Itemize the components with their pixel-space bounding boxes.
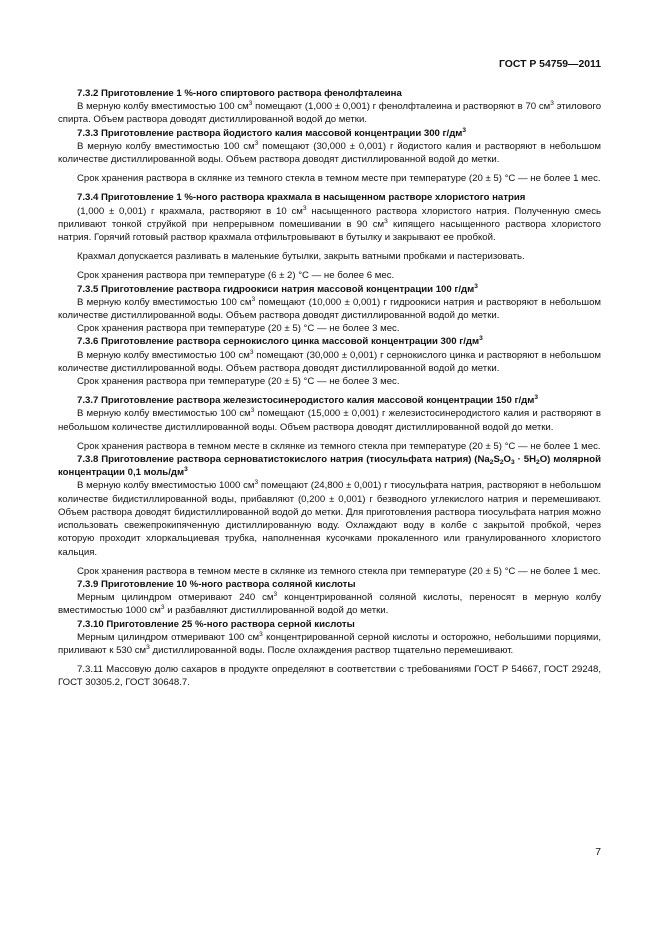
section-7-3-8-heading: 7.3.8 Приготовление раствора серноватистокислого натрия (тиосульфата натрия) $(Na_2S_2O_3 \cdot 5H_2O)$ молярной концентрации 0,1 моль/$дм^3$ [58,454,601,479]
section-7-3-5-heading: 7.3.5 Приготовление раствора гидроокиси натрия массовой концентрации 100 $г/дм^3$ [77,282,478,295]
document-body [58,87,601,690]
section-7-3-4-starch-note: Крахмал допускается разливать в маленькие бутылки, закрыть ватными пробками и пастеризовать. [77,251,525,263]
section-7-3-6-storage: Срок хранения раствора при температуре (20 ± 5) °С — не более 3 мес. [77,376,400,388]
section-7-3-5-storage: Срок хранения раствора при температуре (20 ± 5) °С — не более 3 мес. [77,323,400,335]
page-number: 7 [595,847,601,858]
section-7-3-3-storage: Срок хранения раствора в склянке из темного стекла в темном месте при температуре (20 ± 5) °С — не более 1 мес. [77,173,601,185]
section-7-3-5-paragraph: В мерную колбу вместимостью 100 $см^3$ помещают (10,000 ± 0,001) г гидроокиси натрия и растворяют в небольшом количестве дистиллированной воды. Объем раствора доводят дистиллированной водой до метки. [58,295,602,322]
section-7-3-2-paragraph: В мерную колбу вместимостью 100 $см^3$ помещают (1,000 ± 0,001) г фенолфталеина и растворяют в 70 $см^3$ этилового спирта. Объем раствора доводят дистиллированной водой до метки. [58,100,602,126]
document-header-standard-number: ГОСТ Р 54759—2011 [499,59,601,70]
section-7-3-4-paragraph: (1,000 ± 0,001) г крахмала, растворяют в 10 $см^3$ насыщенного раствора хлористого натрия. Полученную смесь приливают тонкой струйкой при непрерывном помешивании в 90 $см^3$ кипящего насыщенного раствора хлористого натрия. Горячий готовый раствор крахмала отфильтровывают в бутылку и закрывают ее пробкой. [58,204,601,244]
section-7-3-7-heading: 7.3.7 Приготовление раствора железистосинеродистого калия массовой концентрации 150 $г/дм^3$ [77,394,539,407]
section-7-3-4-storage: Срок хранения раствора при температуре (6 ± 2) °С — не более 6 мес. [77,270,395,282]
section-7-3-10-paragraph: Мерным цилиндром отмеривают 100 $см^3$ концентрированной серной кислоты и осторожно, небольшими порциями, приливают к 530 $см^3$ дистиллированной воды. После охлаждения раствор тщательно перемешивают. [58,630,601,656]
section-7-3-7-paragraph: В мерную колбу вместимостью 100 $см^3$ помещают (15,000 ± 0,001) г железистосинеродистого калия и растворяют в небольшом количестве дистиллированной воды. Объем раствора доводят дистиллированной водой до метки. [58,407,602,433]
section-7-3-6-paragraph: В мерную колбу вместимостью 100 $см^3$ помещают (30,000 ± 0,001) г сернокислого цинка и растворяют в небольшом количестве дистиллированной воды. Объем раствора доводят дистиллированной водой до метки. [58,348,601,374]
section-7-3-8-storage: Срок хранения раствора в темном месте в склянке из темного стекла при температуре (20 ± 5) °С — не более 1 мес. [77,565,601,577]
section-7-3-4-heading: 7.3.4 Приготовление 1 %-ного раствора крахмала в насыщенном растворе хлористого натрия [77,192,526,204]
section-7-3-9-heading: 7.3.9 Приготовление 10 %-ного раствора соляной кислоты [77,578,356,590]
section-7-3-8-paragraph: В мерную колбу вместимостью 1000 $см^3$ помещают (24,800 ± 0,001) г тиосульфата натрия, растворяют в небольшом количестве бидистиллированной воды, прибавляют (0,200 ± 0,001) г безводного углекислого натрия и перемешивают. Объем раствора доводят бидистиллированной водой до метки. Для приготовления раствора тиосульфата натрия можно использовать свежепрокипяченную дистиллированную воду. Охлаждают воду в колбе с закрытой пробкой, через которую проходит хлоркальциевая трубка, наполненная кусочками прокаленного или гранулированного хлористого кальция. [58,479,601,558]
section-7-3-3-paragraph: В мерную колбу вместимостью 100 $см^3$ помещают (30,000 ± 0,001) г йодистого калия и растворяют в небольшом количестве дистиллированной воды. Объем раствора доводят дистиллированной водой до метки. [58,139,602,166]
section-7-3-9-paragraph: Мерным цилиндром отмеривают 240 $см^3$ концентрированной соляной кислоты, переносят в мерную колбу вместимостью 1000 $см^3$ и разбавляют дистиллированной водой до метки. [58,591,601,617]
section-7-3-2-heading: 7.3.2 Приготовление 1 %-ного спиртового раствора фенолфталеина [77,88,402,99]
section-7-3-6-heading: 7.3.6 Приготовление раствора сернокислого цинка массовой концентрации 300 $г/дм^3$ [77,335,483,348]
section-7-3-3-heading: 7.3.3 Приготовление раствора йодистого калия массовой концентрации 300 $г/дм^3$ [77,126,467,139]
section-7-3-7-storage: Срок хранения раствора в темном месте в склянке из темного стекла при температуре (20 ± 5) °С — не более 1 мес. [77,440,601,452]
section-7-3-10-heading: 7.3.10 Приготовление 25 %-ного раствора серной кислоты [77,618,355,630]
section-7-3-11-paragraph: 7.3.11 Массовую долю сахаров в продукте определяют в соответствии с требованиями ГОСТ Р 54667, ГОСТ 29248, ГОСТ 30305.2, ГОСТ 30648.7. [58,664,601,689]
